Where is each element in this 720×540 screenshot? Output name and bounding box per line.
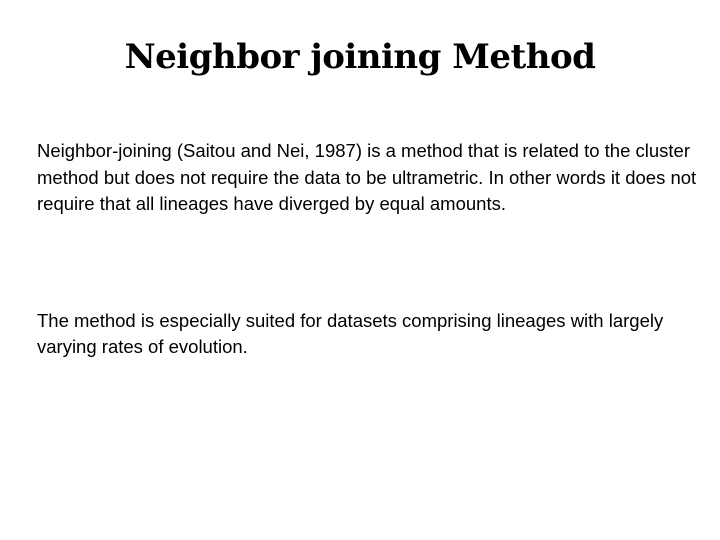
slide-title: Neighbor joining Method <box>124 37 596 77</box>
paragraph-neighbor-joining-definition: Neighbor-joining (Saitou and Nei, 1987) is a method that is related to the cluster method but does not require the data to be ultrametric. In other words it does not require that all lineages have diverged by equal amounts. <box>37 140 697 214</box>
paragraph-method-suitability: The method is especially suited for datasets comprising lineages with largely varying rates of evolution. <box>37 309 664 357</box>
slide-body <box>37 138 697 361</box>
